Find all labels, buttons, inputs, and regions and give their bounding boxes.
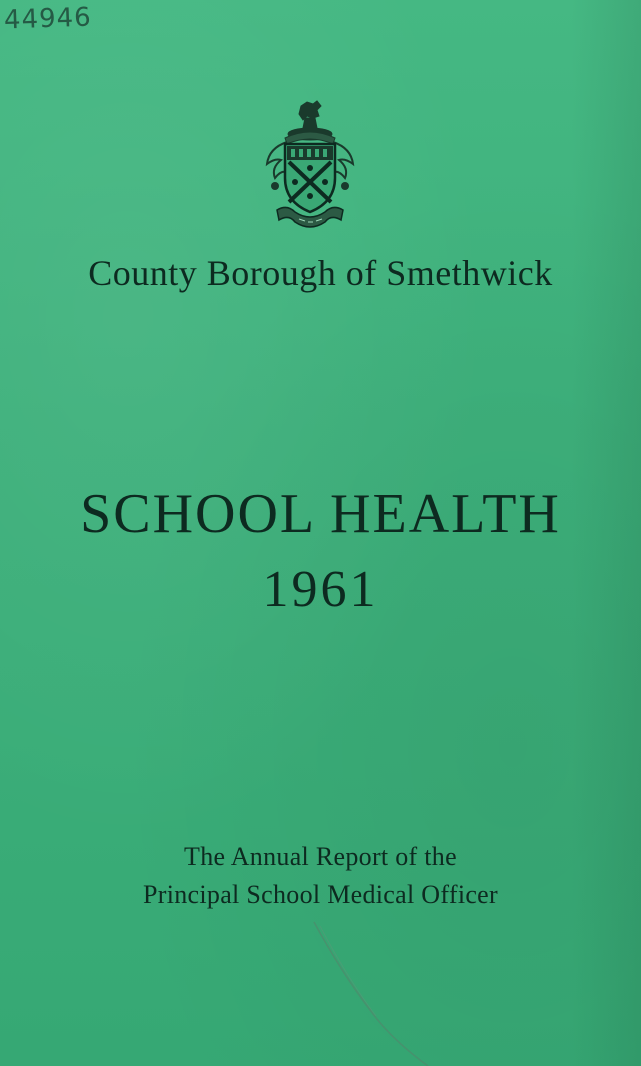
borough-name: County Borough of Smethwick xyxy=(88,253,553,293)
subtitle-line-2: Principal School Medical Officer xyxy=(143,880,498,909)
scratch-mark xyxy=(310,920,440,1066)
coat-of-arms-icon xyxy=(255,98,365,233)
handwritten-catalog-number: 44946 xyxy=(3,2,93,36)
report-title: SCHOOL HEALTH xyxy=(80,483,561,545)
report-year: 1961 xyxy=(262,561,379,618)
subtitle-line-1: The Annual Report of the xyxy=(184,842,457,871)
